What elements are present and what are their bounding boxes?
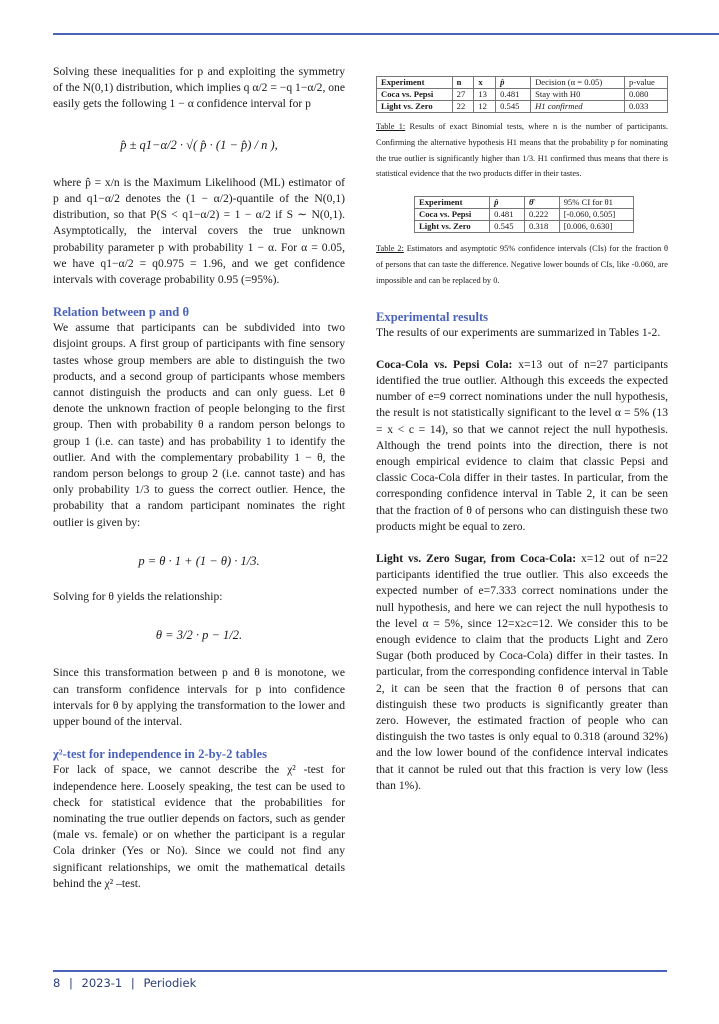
table-binomial-tests	[376, 76, 668, 113]
table-header-cell: n	[452, 77, 474, 89]
table2-caption-text: Estimators and asymptotic 95% confidence intervals (CIs) for the fraction θ of persons that can taste the difference. Negative lower bounds of CIs, like -0.060, are impossible and can be replaced by 0.	[376, 244, 668, 285]
table-cell: [-0.060, 0.505]	[559, 209, 633, 221]
table-cell: Light vs. Zero	[377, 101, 453, 113]
table-header-cell: Decision (α = 0.05)	[531, 77, 625, 89]
table-header-row	[377, 77, 668, 89]
table-header-cell: p-value	[625, 77, 668, 89]
heading-experimental-results: Experimental results	[376, 309, 489, 324]
light-zero-text: x=12 out of n=22 participants identified the true outlier. This also exceeds the expected number of e=7.333 correct nominations under the null hypothesis, and here we can reject the null hypothesis to the level α = 5%, since 12=x≥c=12. We consider this to be enough evidence to claim that the products Light and Zero Sugar (both produced by Coca-Cola) differ in their tastes. In particular, from the corresponding confidence interval in Table 2, it can be seen that the fraction θ of persons that can distinguish these two products is significantly greater than zero. However, the estimated fraction of people who can distinguish the two tastes is only equal to 0.318 (around 32%) and the low lower bound of the confidence interval indicates that it cannot be ruled out that this fraction is very low (less than 1%).	[376, 552, 668, 792]
paragraph-ci-intro: Solving these inequalities for p and exploiting the symmetry of the N(0,1) distribution, which implies q α/2 = −q 1−α/2, one easily gets the following 1 − α confidence interval for p	[53, 65, 345, 111]
table-cell: Stay with H0	[531, 89, 625, 101]
table-cell: 22	[452, 101, 474, 113]
paragraph-groups: We assume that participants can be subdivided into two disjoint groups. A first group of participants with fine sensory tastes whose group members are able to distinguish the two products, and a second group of participants whose members cannot distinguish the products and can only guess. Let θ denote the unknown fraction of people belonging to the first group. Then with probability θ a random person belongs to group 1 (i.e. can taste) and has probability 1 to identify the outlier. And with the complementary probability 1 − θ, the random person belongs to group 2 (i.e. cannot taste) and has only probability 1/3 to guess the correct outlier. Hence, the probability that a random participant nominates the right outlier is given by:	[53, 321, 345, 529]
header-rule	[53, 33, 719, 35]
table-row	[415, 221, 634, 233]
equation-theta: θ = 3/2 · p − 1/2.	[155, 628, 243, 643]
table-cell: 13	[474, 89, 496, 101]
table-cell: 0.222	[524, 209, 559, 221]
page-number: 8	[53, 976, 61, 990]
table-cell: H1 confirmed	[531, 101, 625, 113]
table-header-cell: p̂	[490, 197, 525, 209]
table-estimators	[414, 196, 634, 233]
footer-separator: |	[130, 976, 135, 990]
issue-number: 2023-1	[81, 976, 123, 990]
table-cell: 0.481	[496, 89, 531, 101]
paragraph-solving: Solving for θ yields the relationship:	[53, 590, 223, 604]
table-cell: 0.545	[496, 101, 531, 113]
heading-relation: Relation between p and θ	[53, 305, 190, 320]
table-header-cell: Experiment	[377, 77, 453, 89]
equation-p: p = θ · 1 + (1 − θ) · 1/3.	[138, 553, 260, 568]
table-header-cell: θ̂	[524, 197, 559, 209]
table-header-cell: 95% CI for θ1	[559, 197, 633, 209]
right-column	[376, 76, 668, 794]
table2-caption	[376, 241, 668, 288]
table-cell: 0.545	[490, 221, 525, 233]
table-row	[415, 209, 634, 221]
coca-pepsi-title: Coca-Cola vs. Pepsi Cola:	[376, 357, 513, 371]
table-cell: Coca vs. Pepsi	[377, 89, 453, 101]
table-header-cell: p̂	[496, 77, 531, 89]
table-cell: 0.080	[625, 89, 668, 101]
table-header-row	[415, 197, 634, 209]
journal-name: Periodiek	[143, 976, 197, 990]
footer-rule	[53, 970, 667, 972]
table1-caption	[376, 119, 668, 182]
table-cell: [0.006, 0.630]	[559, 221, 633, 233]
table-cell: 27	[452, 89, 474, 101]
table1-caption-text: Results of exact Binomial tests, where n is the number of participants. Confirming the alternative hypothesis H1 means that the probability p for nominating the true outlier is significantly higher than 1/3. H1 confirmed thus means that there is statistical evidence that the two products differ in their tastes.	[376, 122, 669, 179]
table-cell: 0.318	[524, 221, 559, 233]
table-cell: 12	[474, 101, 496, 113]
footer-separator: |	[68, 976, 73, 990]
coca-pepsi-text: x=13 out of n=27 participants identified the true outlier. Although this exceeds the expected number of e=9 correct nominations under the null hypothesis, the result is not statistically significant to the level α = 5% (13 = x < c = 14), so that we cannot reject the null hypothesis. Although the trend points into the direction, there is not enough empirical evidence to claim that classic Pepsi and classic Coca-Cola differ in their tastes. In particular, from the corresponding confidence interval in Table 2, it can be seen that the fraction of θ of persons who can distinguish these two products might be equal to zero.	[376, 357, 668, 533]
equation-ci: p̂ ± q1−α/2 · √( p̂ · (1 − p̂) / n ),	[120, 137, 278, 152]
table2-caption-label: Table 2:	[376, 244, 404, 254]
table-cell: Light vs. Zero	[415, 221, 490, 233]
table-header-cell: x	[474, 77, 496, 89]
left-column	[53, 60, 345, 892]
paragraph-monotone: Since this transformation between p and θ is monotone, we can transform confidence intervals for p into confidence intervals for θ by applying the transformation to the lower and upper bound of the interval.	[53, 666, 345, 729]
table-cell: 0.481	[490, 209, 525, 221]
light-zero-title: Light vs. Zero Sugar, from Coca-Cola:	[376, 552, 577, 566]
paragraph-coca-pepsi	[376, 357, 668, 535]
paragraph-results-intro: The results of our experiments are summarized in Tables 1-2.	[376, 325, 661, 339]
heading-chi-square: χ²-test for independence in 2-by-2 tables	[53, 747, 268, 762]
table-cell: Coca vs. Pepsi	[415, 209, 490, 221]
table-row	[377, 101, 668, 113]
page-footer	[53, 976, 201, 990]
paragraph-ml-estimator: where p̂ = x/n is the Maximum Likelihood (ML) estimator of p and q1−α/2 denotes the (1 − α/2)-quantile of the N(0,1) distribution, so that P(S < q1−α/2) = 1 − α/2 if S ∼ N(0,1). Asymptotically, the interval covers the true unknown probability parameter p with probability 1 − α. For α = 0.05, we have q1−α/2 = q0.975 = 1.96, and we get confidence intervals with coverage probability 0.95 (=95%).	[53, 175, 345, 287]
table-header-cell: Experiment	[415, 197, 490, 209]
table1-caption-label: Table 1:	[376, 122, 406, 131]
table-cell: 0.033	[625, 101, 668, 113]
paragraph-light-zero	[376, 551, 668, 794]
table-row	[377, 89, 668, 101]
paragraph-chi-square: For lack of space, we cannot describe the χ² -test for independence here. Loosely speaking, the test can be used to check for statistical evidence that the probabilities for nominating the true outlier depends on factors, such as gender (male vs. female) or on whether the participant is a regular Cola drinker (Yes or No). Since we could not find any significant relationships, we omit the mathematical details behind the χ² –test.	[53, 763, 345, 890]
